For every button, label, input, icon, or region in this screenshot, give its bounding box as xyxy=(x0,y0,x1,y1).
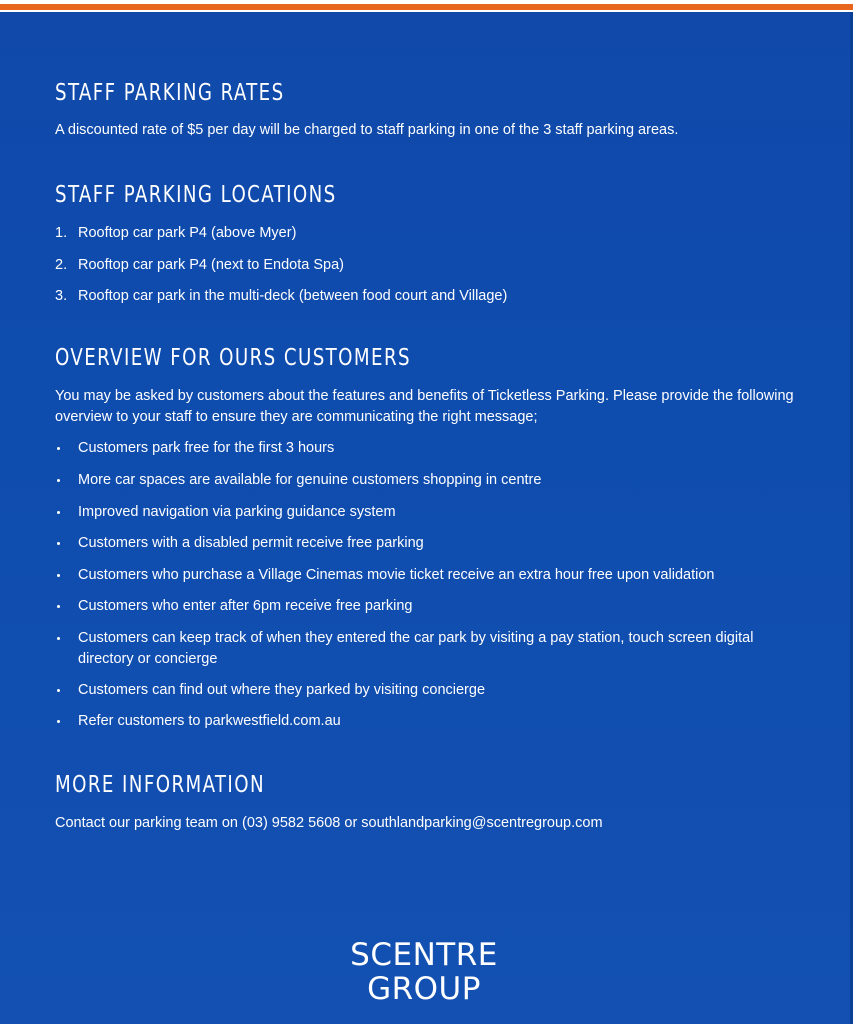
scentre-group-logo xyxy=(346,938,502,1006)
overview-item xyxy=(55,711,815,732)
overview-item-text: Customers who enter after 6pm receive free parking xyxy=(78,598,413,614)
bullet-icon xyxy=(57,479,60,482)
overview-item xyxy=(55,533,815,554)
overview-item xyxy=(55,680,815,701)
overview-item-text: Customers with a disabled permit receive free parking xyxy=(78,535,424,551)
list-number: 1. xyxy=(55,225,68,241)
overview-item-text: Customers park free for the first 3 hours xyxy=(78,440,335,456)
list-number: 3. xyxy=(55,288,68,304)
more-info-heading: MORE INFORMATION xyxy=(55,772,265,798)
overview-item-text: More car spaces are available for genuine customers shopping in centre xyxy=(78,472,542,488)
overview-item xyxy=(55,628,795,670)
overview-item xyxy=(55,565,815,586)
rates-heading: STAFF PARKING RATES xyxy=(55,80,285,106)
overview-intro: You may be asked by customers about the features and benefits of Ticketless Parking. Please provide the following overview to your staff to ensure they are communicating the right message; xyxy=(55,388,794,425)
overview-item xyxy=(55,438,815,459)
location-text: Rooftop car park P4 (above Myer) xyxy=(78,225,297,241)
bullet-icon xyxy=(57,574,60,577)
bullet-icon xyxy=(57,511,60,514)
bullet-icon xyxy=(57,605,60,608)
overview-item-text: Customers who purchase a Village Cinemas movie ticket receive an extra hour free upon validation xyxy=(78,567,715,583)
logo-line-1: SCENTRE xyxy=(350,937,498,973)
top-accent-stripe xyxy=(0,0,853,12)
overview-item xyxy=(55,596,815,617)
more-info-text: Contact our parking team on (03) 9582 5608 or southlandparking@scentregroup.com xyxy=(55,815,603,831)
locations-heading: STAFF PARKING LOCATIONS xyxy=(55,182,337,208)
overview-item-text: Improved navigation via parking guidance system xyxy=(78,504,396,520)
location-item xyxy=(55,223,815,244)
bullet-icon xyxy=(57,637,60,640)
location-item xyxy=(55,286,815,307)
bullet-icon xyxy=(57,447,60,450)
overview-item xyxy=(55,502,815,523)
overview-item-text: Customers can find out where they parked by visiting concierge xyxy=(78,682,486,698)
overview-heading: OVERVIEW FOR OURS CUSTOMERS xyxy=(55,345,411,371)
location-item xyxy=(55,255,815,276)
location-text: Rooftop car park P4 (next to Endota Spa) xyxy=(78,257,344,273)
overview-item-text: Refer customers to parkwestfield.com.au xyxy=(78,713,341,729)
list-number: 2. xyxy=(55,257,68,273)
bullet-icon xyxy=(57,720,60,723)
location-text: Rooftop car park in the multi-deck (between food court and Village) xyxy=(78,288,508,304)
rates-text: A discounted rate of $5 per day will be charged to staff parking in one of the 3 staff parking areas. xyxy=(55,122,679,138)
bullet-icon xyxy=(57,689,60,692)
bullet-icon xyxy=(57,542,60,545)
overview-item xyxy=(55,470,815,491)
logo-line-2: GROUP xyxy=(367,971,481,1007)
overview-item-text: Customers can keep track of when they entered the car park by visiting a pay station, touch screen digital directory or concierge xyxy=(78,630,754,667)
